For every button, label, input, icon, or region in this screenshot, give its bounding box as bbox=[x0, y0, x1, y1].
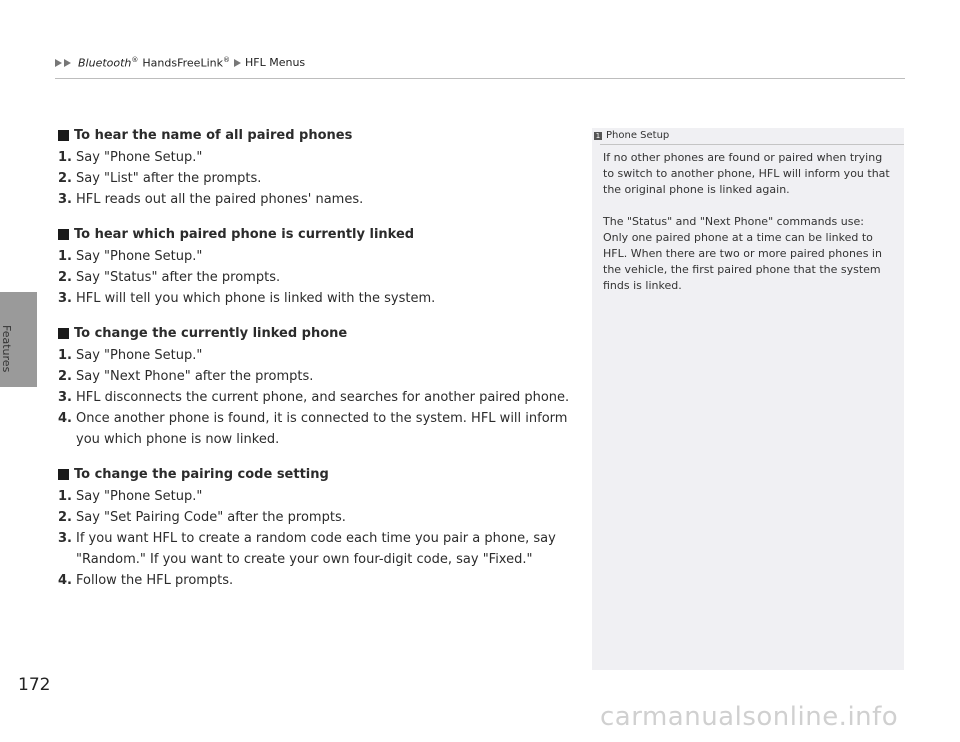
step-item: 3. HFL will tell you which phone is linked with the system. bbox=[58, 291, 436, 306]
sidebar-title: Phone Setup bbox=[606, 130, 670, 141]
step-item: 3. HFL reads out all the paired phones' names. bbox=[58, 192, 364, 207]
section-title: To change the pairing code setting bbox=[74, 467, 329, 482]
breadcrumb-arrow-icon bbox=[234, 59, 241, 67]
breadcrumb-item-hfl-menus[interactable]: HFL Menus bbox=[244, 56, 306, 70]
section-title: To hear which paired phone is currently linked bbox=[74, 227, 415, 242]
step-item: 2. Say "Set Pairing Code" after the prompts. bbox=[58, 510, 346, 525]
step-item: 1. Say "Phone Setup." bbox=[58, 150, 203, 165]
breadcrumb-item-bluetooth[interactable]: Bluetooth® bbox=[78, 56, 139, 70]
page-number: 172 bbox=[18, 675, 51, 695]
sidebar-paragraph: If no other phones are found or paired when trying to switch to another phone, HFL will inform you that the original phone is linked again. bbox=[603, 151, 890, 196]
section-side-label: Features bbox=[0, 325, 13, 373]
square-bullet-icon bbox=[58, 130, 69, 141]
section-title: To change the currently linked phone bbox=[74, 326, 348, 341]
step-item: 3. If you want HFL to create a random code each time you pair a phone, say "Random." If you want to create your own four-digit code, say "Fixed." bbox=[58, 531, 556, 567]
step-item: 2. Say "Status" after the prompts. bbox=[58, 270, 281, 285]
square-bullet-icon bbox=[58, 229, 69, 240]
breadcrumb-arrows-icon bbox=[55, 59, 71, 67]
step-item: 1. Say "Phone Setup." bbox=[58, 249, 203, 264]
step-item: 1. Say "Phone Setup." bbox=[58, 348, 203, 363]
watermark: carmanualsonline.info bbox=[600, 702, 899, 732]
step-item: 1. Say "Phone Setup." bbox=[58, 489, 203, 504]
step-item: 2. Say "Next Phone" after the prompts. bbox=[58, 369, 314, 384]
sidebar-paragraph: The "Status" and "Next Phone" commands use: Only one paired phone at a time can be linked to HFL. When there are two or more paired phones in the vehicle, the first paired phone that the system finds is linked. bbox=[603, 215, 882, 292]
section-title: To hear the name of all paired phones bbox=[74, 128, 353, 143]
section-pairing-code bbox=[58, 464, 578, 591]
step-item: 3. HFL disconnects the current phone, and searches for another paired phone. bbox=[58, 390, 570, 405]
sidebar-note bbox=[592, 128, 904, 670]
note-reference-icon: 1 bbox=[595, 131, 601, 140]
section-change-linked-phone bbox=[58, 323, 578, 450]
section-all-paired-phones bbox=[58, 125, 578, 210]
step-item: 2. Say "List" after the prompts. bbox=[58, 171, 262, 186]
square-bullet-icon bbox=[58, 328, 69, 339]
breadcrumb-item-handsfreelink[interactable]: HandsFreeLink® bbox=[142, 56, 230, 70]
square-bullet-icon bbox=[58, 469, 69, 480]
section-currently-linked bbox=[58, 224, 578, 309]
header-divider bbox=[55, 78, 905, 79]
breadcrumb bbox=[55, 56, 305, 70]
step-item: 4. Follow the HFL prompts. bbox=[58, 573, 234, 588]
main-content bbox=[58, 125, 578, 605]
step-item: 4. Once another phone is found, it is connected to the system. HFL will inform you which phone is now linked. bbox=[58, 411, 568, 447]
